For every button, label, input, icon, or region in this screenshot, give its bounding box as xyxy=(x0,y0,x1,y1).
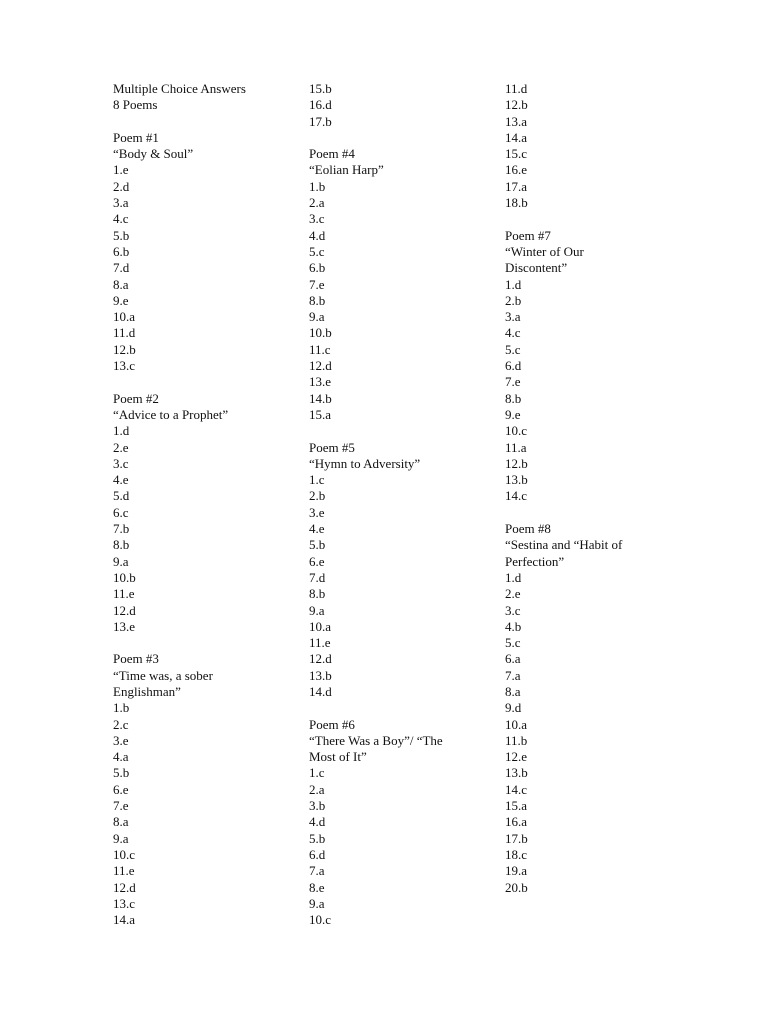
text-line: 15.a xyxy=(505,798,528,814)
text-line: 11.d xyxy=(505,81,528,96)
text-line: 1.d xyxy=(113,423,130,439)
text-line: Poem #4 xyxy=(309,146,355,162)
text-line: 5.b xyxy=(309,830,326,846)
text-line: 17.a xyxy=(505,178,528,194)
text-line: 3.e xyxy=(113,732,129,748)
text-line: 2.e xyxy=(505,586,521,602)
text-line: Perfection” xyxy=(505,553,565,569)
text-line: 3.c xyxy=(309,211,325,227)
text-line: Poem #3 xyxy=(113,651,159,667)
text-line: 5.c xyxy=(505,635,521,651)
text-line: 18.b xyxy=(505,195,528,211)
text-line: “Body & Soul” xyxy=(113,146,194,162)
text-line: 11.a xyxy=(505,439,527,455)
text-line: 8.a xyxy=(113,276,129,292)
text-line: 10.c xyxy=(113,846,136,862)
text-line: 12.b xyxy=(505,455,528,471)
text-line: 9.a xyxy=(113,553,129,569)
text-line: Englishman” xyxy=(113,683,181,699)
text-line: “Eolian Harp” xyxy=(309,162,384,178)
text-line: 1.c xyxy=(309,765,325,781)
text-line: 11.e xyxy=(113,863,135,879)
text-line: 15.b xyxy=(309,81,332,96)
text-line: Poem #5 xyxy=(309,439,355,455)
text-line: Poem #1 xyxy=(113,129,159,145)
text-line: 6.b xyxy=(309,260,326,276)
text-line: 3.a xyxy=(505,309,521,325)
text-line: 14.c xyxy=(505,781,528,797)
text-line: 13.b xyxy=(505,765,528,781)
text-line: 2.a xyxy=(309,781,325,797)
text-line: 8.b xyxy=(309,292,326,308)
text-line: “Sestina and “Habit of xyxy=(505,537,623,553)
text-line: 20.b xyxy=(505,879,528,895)
blank-line xyxy=(309,700,459,716)
text-line: 4.e xyxy=(113,472,129,488)
text-line: 14.d xyxy=(309,683,332,699)
text-line: “There Was a Boy”/ “The xyxy=(309,732,443,748)
text-line: 4.c xyxy=(113,211,129,227)
text-line: 13.b xyxy=(505,472,528,488)
text-line: 12.e xyxy=(505,749,528,765)
text-line: 19.a xyxy=(505,863,528,879)
text-line: 14.a xyxy=(505,129,528,145)
text-line: 1.c xyxy=(309,472,325,488)
text-line: 4.b xyxy=(505,618,522,634)
text-line: 10.c xyxy=(309,912,332,928)
text-line: 3.a xyxy=(113,195,129,211)
text-line: 13.e xyxy=(309,374,332,390)
text-line: 1.d xyxy=(505,569,522,585)
text-line: Poem #2 xyxy=(113,390,159,406)
blank-line xyxy=(505,211,655,227)
text-line: Discontent” xyxy=(505,260,568,276)
text-line: 14.b xyxy=(309,390,332,406)
text-line: 10.a xyxy=(113,309,136,325)
text-line: 5.b xyxy=(113,227,130,243)
text-line: Poem #6 xyxy=(309,716,355,732)
text-line: 10.c xyxy=(505,423,528,439)
text-line: 9.a xyxy=(309,895,325,911)
text-line: 4.c xyxy=(505,325,521,341)
text-line: 7.d xyxy=(309,569,326,585)
text-line: 1.b xyxy=(113,700,130,716)
text-line: 4.d xyxy=(309,227,326,243)
text-line: “Winter of Our xyxy=(505,243,584,259)
blank-line xyxy=(309,130,459,146)
text-line: 7.b xyxy=(113,521,130,537)
text-line: 5.b xyxy=(113,765,130,781)
text-line: 2.c xyxy=(113,716,129,732)
text-line: 6.d xyxy=(309,846,326,862)
text-line: 12.d xyxy=(309,651,332,667)
text-line: 5.b xyxy=(309,537,326,553)
text-line: 1.d xyxy=(505,276,522,292)
text-line: 16.d xyxy=(309,97,332,113)
text-column-3 xyxy=(505,81,655,896)
text-line: 9.d xyxy=(505,700,522,716)
text-line: 8 Poems xyxy=(113,97,158,113)
text-line: 9.a xyxy=(113,830,129,846)
text-line: 13.c xyxy=(113,358,136,374)
text-line: “Hymn to Adversity” xyxy=(309,455,421,471)
text-line: 7.e xyxy=(113,798,129,814)
text-line: 8.e xyxy=(309,879,325,895)
text-line: 7.a xyxy=(505,667,521,683)
text-line: 11.c xyxy=(309,341,331,357)
blank-line xyxy=(113,374,263,390)
text-line: 1.e xyxy=(113,162,129,178)
text-line: 5.c xyxy=(309,243,325,259)
text-line: 8.b xyxy=(113,537,130,553)
text-line: 18.c xyxy=(505,846,528,862)
text-line: 16.e xyxy=(505,162,528,178)
text-line: 10.b xyxy=(113,569,136,585)
text-line: 6.e xyxy=(113,781,129,797)
text-line: 2.b xyxy=(505,292,522,308)
text-line: 12.d xyxy=(309,358,332,374)
text-line: Multiple Choice Answers xyxy=(113,81,246,96)
text-line: 8.a xyxy=(113,814,129,830)
text-line: Most of It” xyxy=(309,749,367,765)
text-line: 6.e xyxy=(309,553,325,569)
blank-line xyxy=(113,114,263,130)
text-line: 4.e xyxy=(309,521,325,537)
text-column-2 xyxy=(309,81,459,928)
text-line: 12.d xyxy=(113,602,136,618)
text-line: 3.c xyxy=(505,602,521,618)
text-line: 12.d xyxy=(113,879,136,895)
text-line: 8.b xyxy=(505,390,522,406)
text-line: 14.c xyxy=(505,488,528,504)
text-line: “Advice to a Prophet” xyxy=(113,406,229,422)
blank-line xyxy=(309,423,459,439)
text-line: 11.b xyxy=(505,732,528,748)
text-line: 8.a xyxy=(505,683,521,699)
text-line: 11.d xyxy=(113,325,136,341)
text-line: 2.a xyxy=(309,195,325,211)
text-line: 11.e xyxy=(113,586,135,602)
text-line: 6.a xyxy=(505,651,521,667)
text-line: 5.c xyxy=(505,341,521,357)
text-line: Poem #8 xyxy=(505,521,551,537)
text-line: 6.b xyxy=(113,243,130,259)
blank-line xyxy=(113,635,263,651)
text-line: 9.e xyxy=(113,292,129,308)
text-line: 7.e xyxy=(309,276,325,292)
text-line: 11.e xyxy=(309,635,331,651)
text-line: 10.a xyxy=(505,716,528,732)
text-line: 6.d xyxy=(505,358,522,374)
text-line: 10.a xyxy=(309,618,332,634)
text-line: 8.b xyxy=(309,586,326,602)
text-line: 7.e xyxy=(505,374,521,390)
text-line: 6.c xyxy=(113,504,129,520)
text-line: 13.e xyxy=(113,618,136,634)
text-line: 3.c xyxy=(113,455,129,471)
text-line: 1.b xyxy=(309,178,326,194)
text-line: “Time was, a sober xyxy=(113,667,213,683)
text-line: 9.a xyxy=(309,309,325,325)
text-line: 2.b xyxy=(309,488,326,504)
text-line: 13.a xyxy=(505,113,528,129)
text-line: 14.a xyxy=(113,912,136,928)
text-line: 17.b xyxy=(505,830,528,846)
text-line: 3.e xyxy=(309,504,325,520)
text-line: 12.b xyxy=(113,341,136,357)
text-line: 9.e xyxy=(505,406,521,422)
text-line: 7.a xyxy=(309,863,325,879)
text-line: Poem #7 xyxy=(505,227,551,243)
text-line: 12.b xyxy=(505,97,528,113)
text-line: 4.a xyxy=(113,749,129,765)
text-line: 9.a xyxy=(309,602,325,618)
text-line: 13.c xyxy=(113,895,136,911)
text-line: 17.b xyxy=(309,113,332,129)
text-line: 15.c xyxy=(505,146,528,162)
text-line: 16.a xyxy=(505,814,528,830)
text-line: 3.b xyxy=(309,798,326,814)
text-line: 13.b xyxy=(309,667,332,683)
text-line: 7.d xyxy=(113,260,130,276)
text-column-1 xyxy=(113,81,263,928)
blank-line xyxy=(505,505,655,521)
text-line: 15.a xyxy=(309,406,332,422)
text-line: 5.d xyxy=(113,488,130,504)
text-line: 10.b xyxy=(309,325,332,341)
text-line: 2.d xyxy=(113,178,130,194)
text-line: 4.d xyxy=(309,814,326,830)
text-line: 2.e xyxy=(113,439,129,455)
